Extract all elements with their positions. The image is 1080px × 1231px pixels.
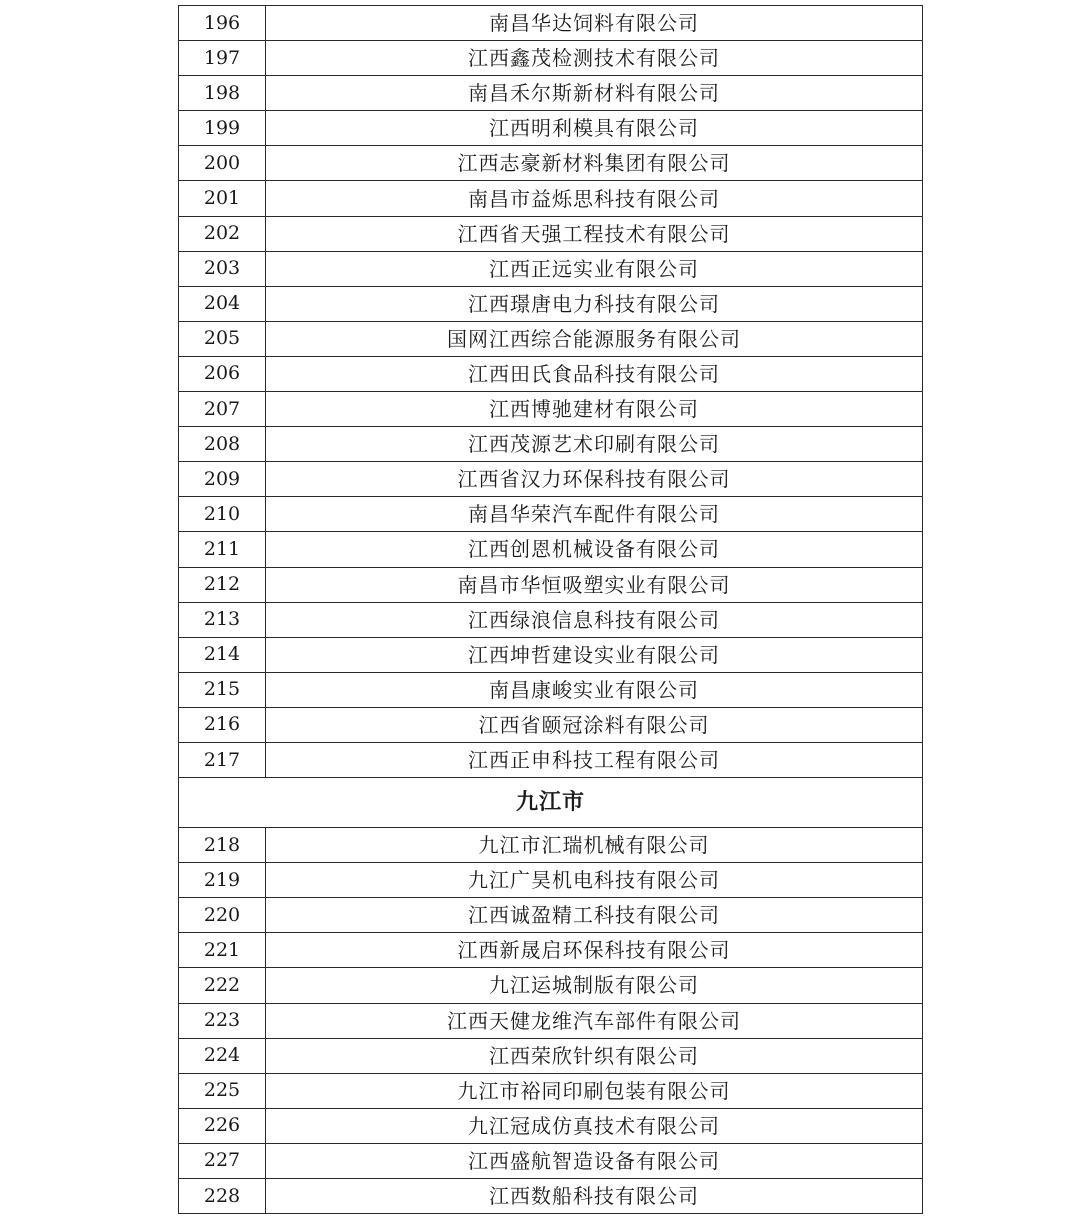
table-row: [179, 863, 923, 898]
row-number: 217: [179, 742, 266, 777]
company-name: 南昌市华恒吸塑实业有限公司: [266, 567, 923, 602]
row-number: 225: [179, 1073, 266, 1108]
row-number: 205: [179, 321, 266, 356]
table-row: [179, 1003, 923, 1038]
table-row: [179, 216, 923, 251]
section-title: 九江市: [179, 778, 923, 828]
row-number: 207: [179, 392, 266, 427]
company-name: 南昌康峻实业有限公司: [266, 672, 923, 707]
row-number: 204: [179, 286, 266, 321]
table-row: [179, 111, 923, 146]
company-name: 江西鑫茂检测技术有限公司: [266, 41, 923, 76]
company-table: [178, 5, 923, 1214]
table-row: [179, 567, 923, 602]
row-number: 219: [179, 863, 266, 898]
row-number: 196: [179, 6, 266, 41]
row-number: 214: [179, 637, 266, 672]
row-number: 209: [179, 462, 266, 497]
table-row: [179, 41, 923, 76]
company-table-body: [179, 6, 923, 1214]
company-name: 江西诚盈精工科技有限公司: [266, 898, 923, 933]
company-name: 南昌华荣汽车配件有限公司: [266, 497, 923, 532]
company-name: 九江市汇瑞机械有限公司: [266, 828, 923, 863]
row-number: 221: [179, 933, 266, 968]
table-row: [179, 286, 923, 321]
company-name: 江西明利模具有限公司: [266, 111, 923, 146]
row-number: 222: [179, 968, 266, 1003]
row-number: 198: [179, 76, 266, 111]
row-number: 199: [179, 111, 266, 146]
table-row: [179, 76, 923, 111]
table-row: [179, 6, 923, 41]
company-name: 南昌禾尔斯新材料有限公司: [266, 76, 923, 111]
row-number: 228: [179, 1179, 266, 1214]
row-number: 216: [179, 707, 266, 742]
row-number: 218: [179, 828, 266, 863]
row-number: 220: [179, 898, 266, 933]
row-number: 223: [179, 1003, 266, 1038]
company-name: 江西志豪新材料集团有限公司: [266, 146, 923, 181]
company-name: 江西坤哲建设实业有限公司: [266, 637, 923, 672]
table-row: [179, 356, 923, 391]
company-name: 江西新晟启环保科技有限公司: [266, 933, 923, 968]
company-name: 江西璟唐电力科技有限公司: [266, 286, 923, 321]
row-number: 210: [179, 497, 266, 532]
company-name: 江西茂源艺术印刷有限公司: [266, 427, 923, 462]
row-number: 212: [179, 567, 266, 602]
table-row: [179, 1108, 923, 1143]
company-name: 江西省天强工程技术有限公司: [266, 216, 923, 251]
table-row: [179, 462, 923, 497]
table-row: [179, 251, 923, 286]
table-row: [179, 321, 923, 356]
table-row: [179, 828, 923, 863]
company-name: 江西省汉力环保科技有限公司: [266, 462, 923, 497]
row-number: 201: [179, 181, 266, 216]
table-row: [179, 707, 923, 742]
row-number: 224: [179, 1038, 266, 1073]
table-row: [179, 637, 923, 672]
row-number: 206: [179, 356, 266, 391]
row-number: 213: [179, 602, 266, 637]
row-number: 208: [179, 427, 266, 462]
row-number: 203: [179, 251, 266, 286]
table-row: [179, 1143, 923, 1178]
company-name: 江西创恩机械设备有限公司: [266, 532, 923, 567]
table-row: [179, 497, 923, 532]
table-row: [179, 532, 923, 567]
company-name: 江西盛航智造设备有限公司: [266, 1143, 923, 1178]
row-number: 211: [179, 532, 266, 567]
company-name: 南昌华达饲料有限公司: [266, 6, 923, 41]
section-header-row: [179, 778, 923, 828]
company-name: 九江运城制版有限公司: [266, 968, 923, 1003]
table-row: [179, 742, 923, 777]
company-name: 江西田氏食品科技有限公司: [266, 356, 923, 391]
table-row: [179, 392, 923, 427]
row-number: 227: [179, 1143, 266, 1178]
table-row: [179, 1179, 923, 1214]
company-name: 南昌市益烁思科技有限公司: [266, 181, 923, 216]
row-number: 226: [179, 1108, 266, 1143]
table-row: [179, 968, 923, 1003]
company-name: 江西天健龙维汽车部件有限公司: [266, 1003, 923, 1038]
table-row: [179, 898, 923, 933]
company-name: 江西荣欣针织有限公司: [266, 1038, 923, 1073]
table-row: [179, 1073, 923, 1108]
company-name: 九江冠成仿真技术有限公司: [266, 1108, 923, 1143]
company-name: 江西省颐冠涂料有限公司: [266, 707, 923, 742]
row-number: 200: [179, 146, 266, 181]
company-name: 江西正远实业有限公司: [266, 251, 923, 286]
table-row: [179, 146, 923, 181]
table-row: [179, 602, 923, 637]
company-name: 江西数船科技有限公司: [266, 1179, 923, 1214]
company-name: 江西正申科技工程有限公司: [266, 742, 923, 777]
row-number: 215: [179, 672, 266, 707]
company-name: 江西博驰建材有限公司: [266, 392, 923, 427]
table-row: [179, 672, 923, 707]
table-row: [179, 933, 923, 968]
company-name: 九江广昊机电科技有限公司: [266, 863, 923, 898]
company-name: 江西绿浪信息科技有限公司: [266, 602, 923, 637]
company-name: 国网江西综合能源服务有限公司: [266, 321, 923, 356]
table-row: [179, 1038, 923, 1073]
company-list-document: [178, 5, 922, 1214]
table-row: [179, 427, 923, 462]
row-number: 197: [179, 41, 266, 76]
row-number: 202: [179, 216, 266, 251]
company-name: 九江市裕同印刷包装有限公司: [266, 1073, 923, 1108]
table-row: [179, 181, 923, 216]
